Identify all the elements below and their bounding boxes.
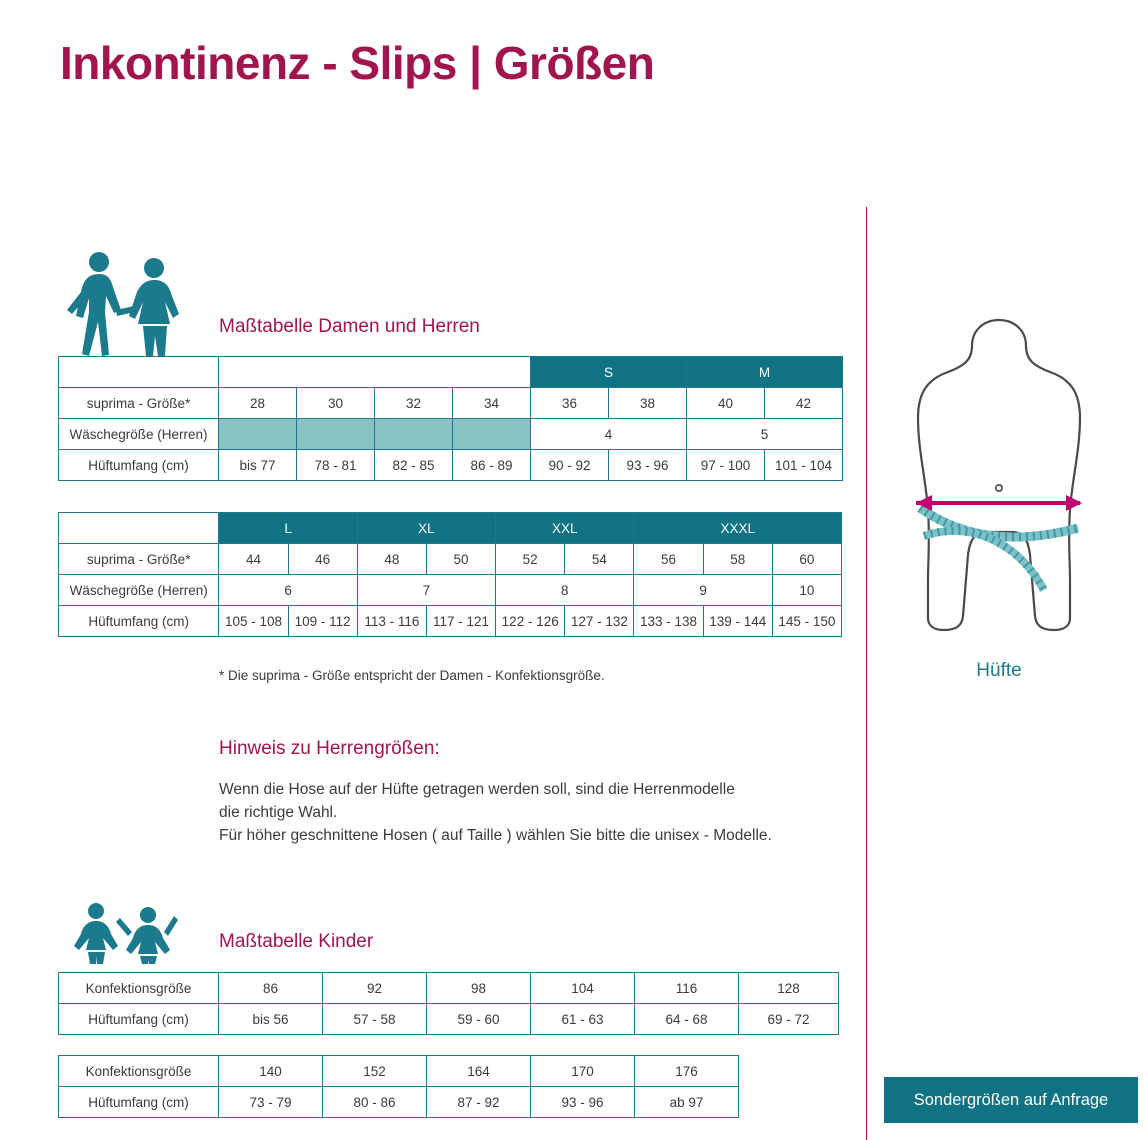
table-cell: 87 - 92 bbox=[427, 1087, 531, 1118]
table-cell: ab 97 bbox=[635, 1087, 739, 1118]
table-cell: 58 bbox=[703, 544, 772, 575]
table-cell: 127 - 132 bbox=[565, 606, 634, 637]
table-cell: 69 - 72 bbox=[739, 1004, 839, 1035]
table-cell: 10 bbox=[772, 575, 841, 606]
table-cell: 90 - 92 bbox=[531, 450, 609, 481]
table-cell: bis 56 bbox=[219, 1004, 323, 1035]
row-label-hip-circumference: Hüftumfang (cm) bbox=[59, 1004, 219, 1035]
adults-size-table-1 bbox=[58, 356, 843, 481]
table-cell: 105 - 108 bbox=[219, 606, 288, 637]
table-cell: 164 bbox=[427, 1056, 531, 1087]
table-cell: 73 - 79 bbox=[219, 1087, 323, 1118]
table-cell: 93 - 96 bbox=[609, 450, 687, 481]
hint-heading: Hinweis zu Herrengrößen: bbox=[219, 738, 440, 759]
empty-cell bbox=[219, 357, 531, 388]
row-label-hip-circumference: Hüftumfang (cm) bbox=[59, 606, 219, 637]
table-row-group-header bbox=[59, 357, 843, 388]
table-cell: 176 bbox=[635, 1056, 739, 1087]
table-cell: 30 bbox=[297, 388, 375, 419]
table-cell: 116 bbox=[635, 973, 739, 1004]
table-row bbox=[59, 419, 843, 450]
table-cell: 98 bbox=[427, 973, 531, 1004]
table-row bbox=[59, 1056, 739, 1087]
table-cell: 82 - 85 bbox=[375, 450, 453, 481]
table-cell: 52 bbox=[496, 544, 565, 575]
table-cell: 109 - 112 bbox=[288, 606, 357, 637]
table-cell: 6 bbox=[219, 575, 357, 606]
row-label-suprima-size: suprima - Größe* bbox=[59, 388, 219, 419]
table-row bbox=[59, 575, 842, 606]
female-torso-outline bbox=[918, 320, 1080, 630]
table-cell: 36 bbox=[531, 388, 609, 419]
table-cell: 57 - 58 bbox=[323, 1004, 427, 1035]
table-cell: 40 bbox=[687, 388, 765, 419]
empty-cell bbox=[59, 513, 219, 544]
row-label-confection-size: Konfektionsgröße bbox=[59, 973, 219, 1004]
table-row bbox=[59, 1004, 839, 1035]
figure-caption: Hüfte bbox=[976, 660, 1022, 681]
table-cell: 122 - 126 bbox=[496, 606, 565, 637]
table-cell: 38 bbox=[609, 388, 687, 419]
table-cell: 104 bbox=[531, 973, 635, 1004]
hint-line-1: Wenn die Hose auf der Hüfte getragen werden soll, sind die Herrenmodelle bbox=[219, 781, 735, 798]
kids-table-heading: Maßtabelle Kinder bbox=[219, 931, 374, 952]
table-cell: 44 bbox=[219, 544, 288, 575]
table-row bbox=[59, 544, 842, 575]
table-cell: 78 - 81 bbox=[297, 450, 375, 481]
table-cell: 28 bbox=[219, 388, 297, 419]
table-cell: 113 - 116 bbox=[357, 606, 426, 637]
adults-table-heading: Maßtabelle Damen und Herren bbox=[219, 316, 480, 337]
table-cell: 86 - 89 bbox=[453, 450, 531, 481]
table-cell: 42 bbox=[765, 388, 843, 419]
size-group-xxl: XXL bbox=[496, 513, 634, 544]
table-cell: 50 bbox=[426, 544, 495, 575]
table-cell: 97 - 100 bbox=[687, 450, 765, 481]
table-row bbox=[59, 450, 843, 481]
table-cell-blank bbox=[453, 419, 531, 450]
kids-size-table-1 bbox=[58, 972, 839, 1035]
table-cell: 86 bbox=[219, 973, 323, 1004]
row-label-confection-size: Konfektionsgröße bbox=[59, 1056, 219, 1087]
table-cell: 101 - 104 bbox=[765, 450, 843, 481]
table-cell-blank bbox=[219, 419, 297, 450]
table-cell: 152 bbox=[323, 1056, 427, 1087]
size-group-xl: XL bbox=[357, 513, 495, 544]
table-cell: 46 bbox=[288, 544, 357, 575]
table-cell: 59 - 60 bbox=[427, 1004, 531, 1035]
table-cell-blank bbox=[375, 419, 453, 450]
table-cell: 92 bbox=[323, 973, 427, 1004]
table-cell: bis 77 bbox=[219, 450, 297, 481]
table-cell: 7 bbox=[357, 575, 495, 606]
empty-cell bbox=[59, 357, 219, 388]
row-label-laundry-size-men: Wäschegröße (Herren) bbox=[59, 419, 219, 450]
table-cell: 60 bbox=[772, 544, 841, 575]
table-cell: 93 - 96 bbox=[531, 1087, 635, 1118]
vertical-divider bbox=[866, 207, 867, 1140]
table-cell: 140 bbox=[219, 1056, 323, 1087]
size-group-l: L bbox=[219, 513, 357, 544]
size-group-s: S bbox=[531, 357, 687, 388]
adults-size-table-2 bbox=[58, 512, 842, 637]
table-cell: 8 bbox=[496, 575, 634, 606]
hint-body bbox=[219, 778, 859, 847]
table-cell: 80 - 86 bbox=[323, 1087, 427, 1118]
size-footnote: * Die suprima - Größe entspricht der Damen - Konfektionsgröße. bbox=[219, 668, 605, 683]
size-group-xxxl: XXXL bbox=[634, 513, 842, 544]
table-cell: 5 bbox=[687, 419, 843, 450]
table-cell: 32 bbox=[375, 388, 453, 419]
table-cell: 54 bbox=[565, 544, 634, 575]
table-cell: 133 - 138 bbox=[634, 606, 703, 637]
table-row bbox=[59, 973, 839, 1004]
page-title: Inkontinenz - Slips | Größen bbox=[60, 37, 655, 89]
table-row bbox=[59, 606, 842, 637]
size-group-m: M bbox=[687, 357, 843, 388]
row-label-hip-circumference: Hüftumfang (cm) bbox=[59, 1087, 219, 1118]
row-label-suprima-size: suprima - Größe* bbox=[59, 544, 219, 575]
two-adults-icon bbox=[64, 250, 196, 360]
table-cell: 56 bbox=[634, 544, 703, 575]
table-cell: 139 - 144 bbox=[703, 606, 772, 637]
table-cell: 4 bbox=[531, 419, 687, 450]
table-cell: 64 - 68 bbox=[635, 1004, 739, 1035]
row-label-hip-circumference: Hüftumfang (cm) bbox=[59, 450, 219, 481]
hint-line-2: die richtige Wahl. bbox=[219, 804, 338, 821]
two-children-icon bbox=[70, 902, 180, 964]
table-cell-blank bbox=[297, 419, 375, 450]
hint-line-3: Für höher geschnittene Hosen ( auf Taille ) wählen Sie bitte die unisex - Modelle. bbox=[219, 827, 772, 844]
hip-measure-figure bbox=[884, 300, 1114, 660]
table-cell: 145 - 150 bbox=[772, 606, 841, 637]
table-cell: 48 bbox=[357, 544, 426, 575]
special-sizes-button[interactable]: Sondergrößen auf Anfrage bbox=[884, 1077, 1138, 1123]
table-cell: 61 - 63 bbox=[531, 1004, 635, 1035]
table-cell: 34 bbox=[453, 388, 531, 419]
table-cell: 170 bbox=[531, 1056, 635, 1087]
table-row bbox=[59, 1087, 739, 1118]
table-row-group-header bbox=[59, 513, 842, 544]
row-label-laundry-size-men: Wäschegröße (Herren) bbox=[59, 575, 219, 606]
table-cell: 117 - 121 bbox=[426, 606, 495, 637]
table-cell: 128 bbox=[739, 973, 839, 1004]
table-row bbox=[59, 388, 843, 419]
table-cell: 9 bbox=[634, 575, 772, 606]
kids-size-table-2 bbox=[58, 1055, 739, 1118]
